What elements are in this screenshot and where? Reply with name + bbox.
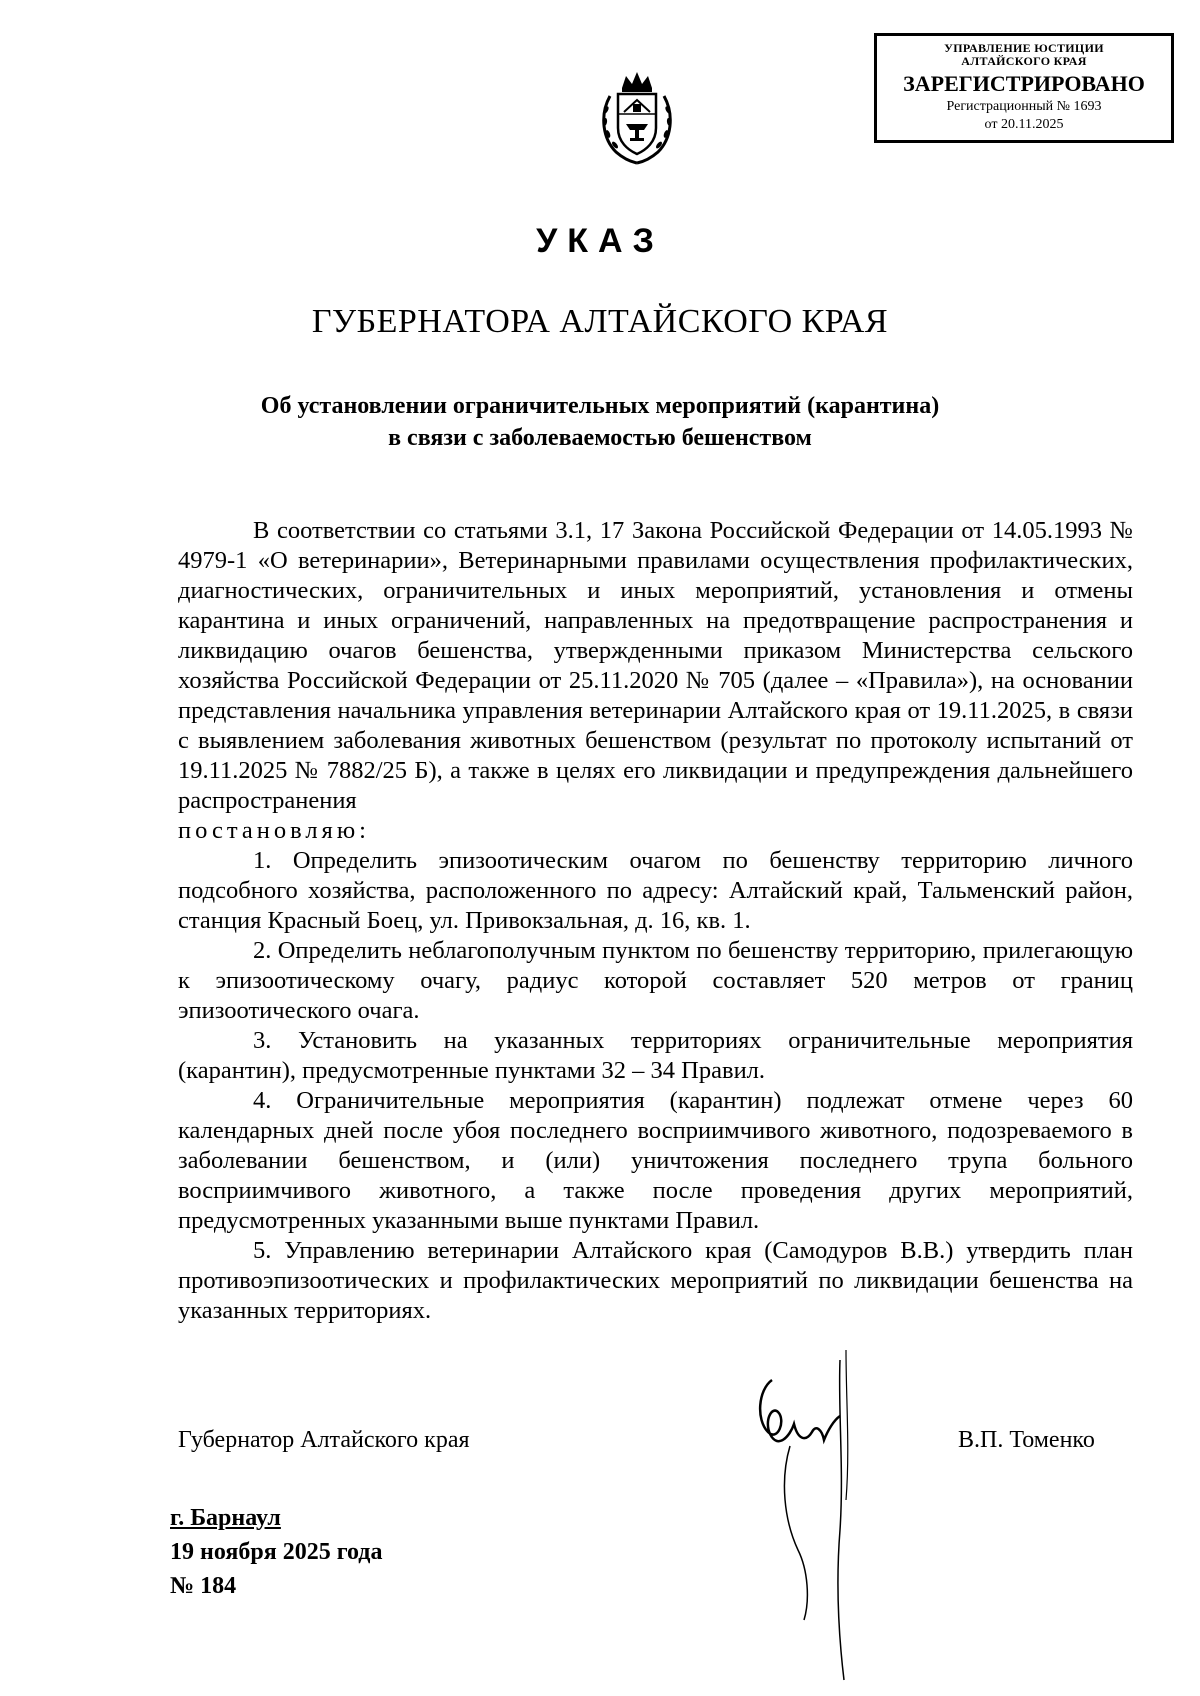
subject-line-1: Об установлении ограничительных мероприятий (карантина) bbox=[260, 393, 940, 419]
issue-date: 19 ноября 2025 года bbox=[170, 1539, 383, 1565]
stamp-agency-line2: АЛТАЙСКОГО КРАЯ bbox=[961, 54, 1087, 68]
decree-item-2: 2. Определить неблагополучным пунктом по бешенству территорию, прилегающую к эпизоотическому очагу, радиус которой составляет 520 метров от границ эпизоотического очага. bbox=[178, 937, 1133, 1024]
stamp-reg-number: Регистрационный № 1693 bbox=[946, 99, 1102, 114]
decree-item-4: 4. Ограничительные мероприятия (карантин) подлежат отмене через 60 календарных дней после убоя последнего восприимчивого животного, подозреваемого в заболевании бешенством, и (или) уничтожения последнего трупа больного восприимчивого животного, а также после проведения других мероприятий, предусмотренных указанными выше пунктами Правил. bbox=[178, 1087, 1133, 1234]
decree-footer bbox=[170, 1501, 382, 1603]
document-subject bbox=[0, 390, 1200, 454]
preamble-paragraph: В соответствии со статьями 3.1, 17 Закона Российской Федерации от 14.05.1993 № 4979-1 «О ветеринарии», Ветеринарными правилами осуществления профилактических, диагностических, ограничительных и иных мероприятий, установления и отмены карантина и иных ограничений, направленных на предотвращение распространения и ликвидацию очагов бешенства, утвержденными приказом Министерства сельского хозяйства Российской Федерации от 25.11.2020 № 705 (далее – «Правила»), на основании представления начальника управления ветеринарии Алтайского края от 19.11.2025, в связи с выявлением заболевания животных бешенством (результат по протоколу испытаний от 19.11.2025 № 7882/25 Б), а также в целях его ликвидации и предупреждения дальнейшего распространения bbox=[178, 517, 1133, 814]
signatory-position: Губернатор Алтайского края bbox=[178, 1427, 470, 1453]
decree-number: № 184 bbox=[170, 1573, 237, 1599]
decree-item-3: 3. Установить на указанных территориях ограничительные мероприятия (карантин), предусмотренные пунктами 32 – 34 Правил. bbox=[178, 1027, 1133, 1084]
registration-stamp bbox=[874, 33, 1174, 143]
issue-city: г. Барнаул bbox=[170, 1505, 281, 1531]
stamp-status: ЗАРЕГИСТРИРОВАНО bbox=[903, 71, 1145, 96]
document-type: УКАЗ bbox=[536, 222, 664, 260]
coat-of-arms-icon bbox=[596, 66, 678, 166]
decree-item-5: 5. Управлению ветеринарии Алтайского края (Самодуров В.В.) утвердить план противоэпизоотических и профилактических мероприятий по ликвидации бешенства на указанных территориях. bbox=[178, 1237, 1133, 1324]
decree-word: постановляю: bbox=[178, 817, 370, 844]
decree-item-1: 1. Определить эпизоотическим очагом по бешенству территорию личного подсобного хозяйства, расположенного по адресу: Алтайский край, Тальменский район, станция Красный Боец, ул. Привокзальная, д. 16, кв. 1. bbox=[178, 847, 1133, 934]
issuer-title: ГУБЕРНАТОРА АЛТАЙСКОГО КРАЯ bbox=[311, 303, 889, 340]
document-body bbox=[178, 516, 1133, 1326]
handwritten-signature-icon bbox=[720, 1350, 870, 1690]
signatory-name: В.П. Томенко bbox=[958, 1427, 1095, 1453]
stamp-reg-date: от 20.11.2025 bbox=[984, 117, 1064, 132]
subject-line-2: в связи с заболеваемостью бешенством bbox=[388, 425, 812, 451]
stamp-agency-line1: УПРАВЛЕНИЕ ЮСТИЦИИ bbox=[944, 41, 1104, 55]
